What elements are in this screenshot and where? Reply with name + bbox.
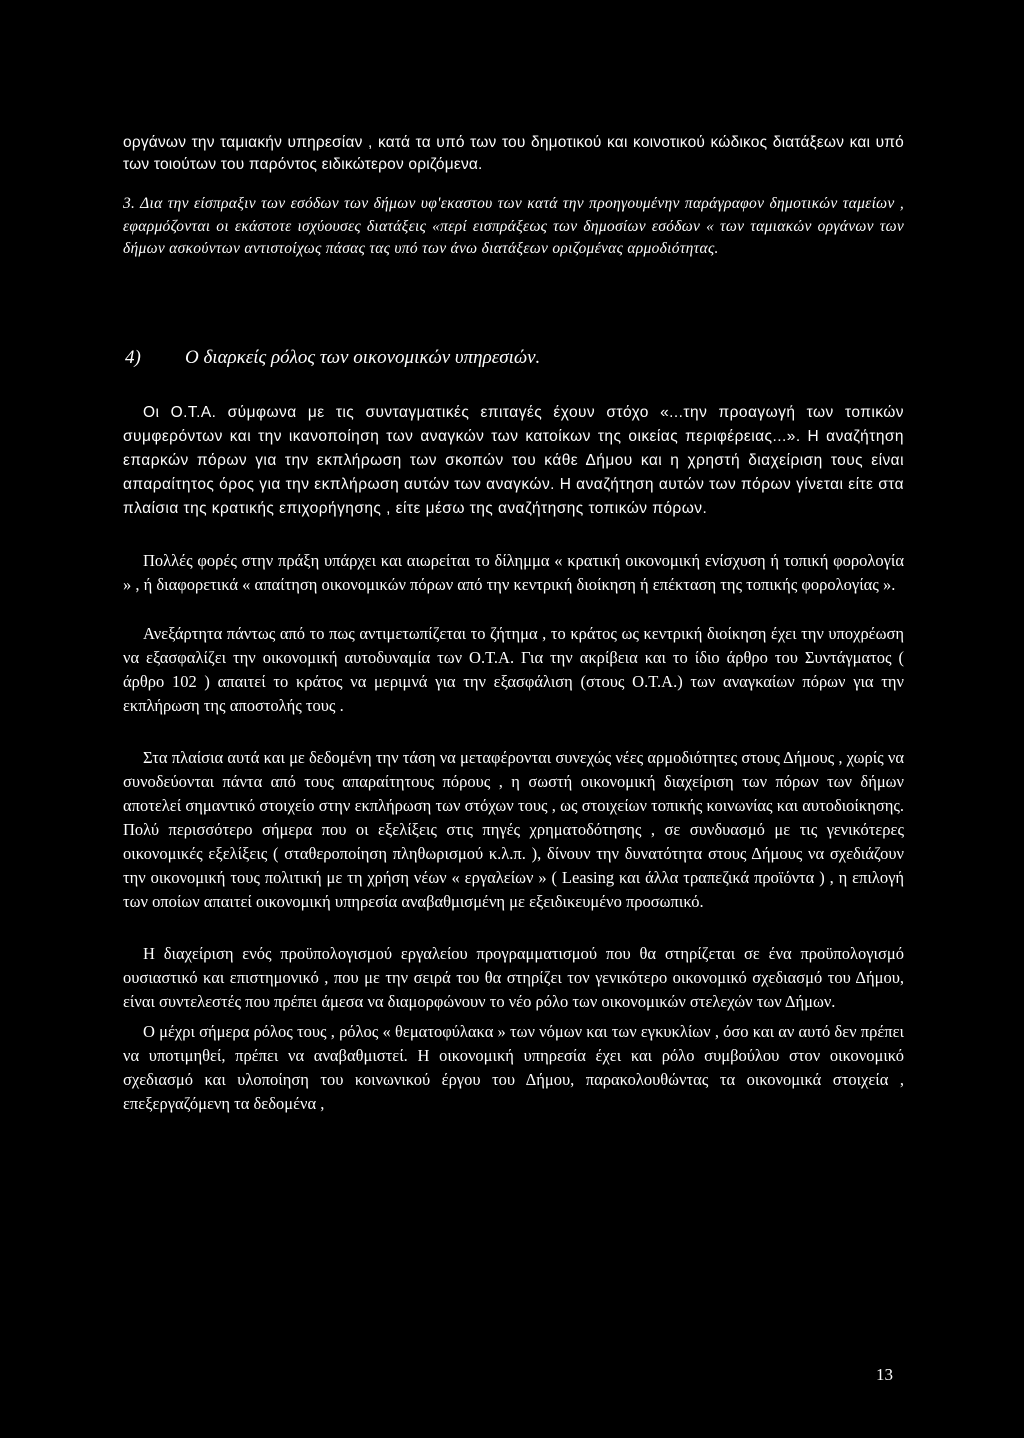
paragraph-financial-management: Στα πλαίσια αυτά και με δεδομένη την τάση να μεταφέρονται συνεχώς νέες αρμοδιότητες στους Δήμους , χωρίς να συνοδεύονται πάντα από τους απαραίτητους πόρους , η σωστή οικονομική διαχείριση των πόρων των δήμων αποτελεί σημαντικό στοιχείο στην εκπλήρωση των στόχων τους , ως στοιχείων τοπικής κοινωνίας και αυτοδιοίκησης. Πολύ περισσότερο σήμερα που οι εξελίξεις στις πηγές χρηματοδότησης , σε συνδυασμό με τις γενικότερες οικονομικές εξελίξεις ( σταθεροποίηση πληθωρισμού κ.λ.π. ), δίνουν την δυνατότητα στους Δήμους να σχεδιάζουν την οικονομική τους πολιτική με τη χρήση νέων « εργαλείων » ( Leasing και άλλα τραπεζικά προϊόντα ) , η επιλογή των οποίων απαιτεί οικονομική υπηρεσία αναβαθμισμένη με εξειδικευμένο προσωπικό.	[123, 747, 904, 911]
section-heading	[123, 345, 904, 371]
document-body	[123, 132, 904, 1116]
section-heading-text: Ο διαρκείς ρόλος των οικονομικών υπηρεσιών.	[185, 346, 541, 368]
paragraph-new-role: Ο μέχρι σήμερα ρόλος τους , ρόλος « θεματοφύλακα » των νόμων και των εγκυκλίων , όσο και αν αυτό δεν πρέπει να υποτιμηθεί, πρέπει να αναβαθμιστεί. Η οικονομική υπηρεσία έχει και ρόλο συμβούλου στον οικονομικό σχεδιασμό και υλοποίηση του κοινωνικού έργου του Δήμου, παρακολουθώντας τα οικονομικά στοιχεία , επεξεργαζόμενη τα δεδομένα ,	[123, 1021, 904, 1113]
paragraph-central-government: Ανεξάρτητα πάντως από το πως αντιμετωπίζεται το ζήτημα , το κράτος ως κεντρική διοίκηση έχει την υποχρέωση να εξασφαλίζει την οικονομική αυτοδυναμία των Ο.Τ.Α. Για την ακρίβεια και το ίδιο άρθρο του Συντάγματος ( άρθρο 102 ) απαιτεί το κράτος να μεριμνά για την εξασφάλιση (στους Ο.Τ.Α.) των αναγκαίων πόρων για την εκπλήρωση της αποστολής τους .	[123, 623, 904, 715]
paragraph-dilemma: Πολλές φορές στην πράξη υπάρχει και αιωρείται το δίλημμα « κρατική οικονομική ενίσχυση ή τοπική φορολογία » , ή διαφορετικά « απαίτηση οικονομικών πόρων από την κεντρική διοίκηση ή επέκταση της τοπικής φορολογίας ».	[123, 550, 904, 594]
paragraph-ota-objectives: Οι Ο.Τ.Α. σύμφωνα με τις συνταγματικές επιταγές έχουν στόχο «...την προαγωγή των τοπικών συμφερόντων και την ικανοποίηση των αναγκών των κατοίκων της οικείας περιφέρειας...». Η αναζήτηση επαρκών πόρων για την εκπλήρωση των σκοπών του κάθε Δήμου και η χρηστή διαχείριση τους είναι απαραίτητος όρος για την εκπλήρωση αυτών των αναγκών. Η αναζήτηση αυτών των πόρων γίνεται είτε στα πλαίσια της κρατικής επιχορήγησης , είτε μέσω της αναζήτησης τοπικών πόρων.	[123, 403, 904, 517]
article-paragraph-3: 3. Δια την είσπραξιν των εσόδων των δήμων υφ'εκαστου των κατά την προηγουμένην παράγραφον δημοτικών ταμείων , εφαρμόζονται οι εκάστοτε ισχύουσες διατάξεις «περί εισπράξεως των δημοσίων εσόδων « των ταμιακών οργάνων των δήμων ασκούντων αντιστοίχως πάσας τας υπό των άνω διατάξεων οριζομένας αρμοδιότητας.	[123, 195, 904, 257]
page-number: 13	[876, 1365, 893, 1384]
section-heading-number: 4)	[125, 346, 141, 368]
intro-paragraph: οργάνων την ταμιακήν υπηρεσίαν , κατά τα υπό των του δημοτικού και κοινοτικού κώδικος διατάξεων και υπό των τοιούτων του παρόντος ειδικώτερον οριζόμενα.	[123, 134, 904, 173]
paragraph-budget-tool: Η διαχείριση ενός προϋπολογισμού εργαλείου προγραμματισμού που θα στηρίζεται σε ένα προϋπολογισμό ουσιαστικό και επιστημονικό , που με την σειρά του θα στηρίζει τον γενικότερο οικονομικό σχεδιασμό του Δήμου, είναι συντελεστές που πρέπει άμεσα να διαμορφώνουν το νέο ρόλο των οικονομικών στελεχών των Δήμων.	[123, 943, 904, 1011]
